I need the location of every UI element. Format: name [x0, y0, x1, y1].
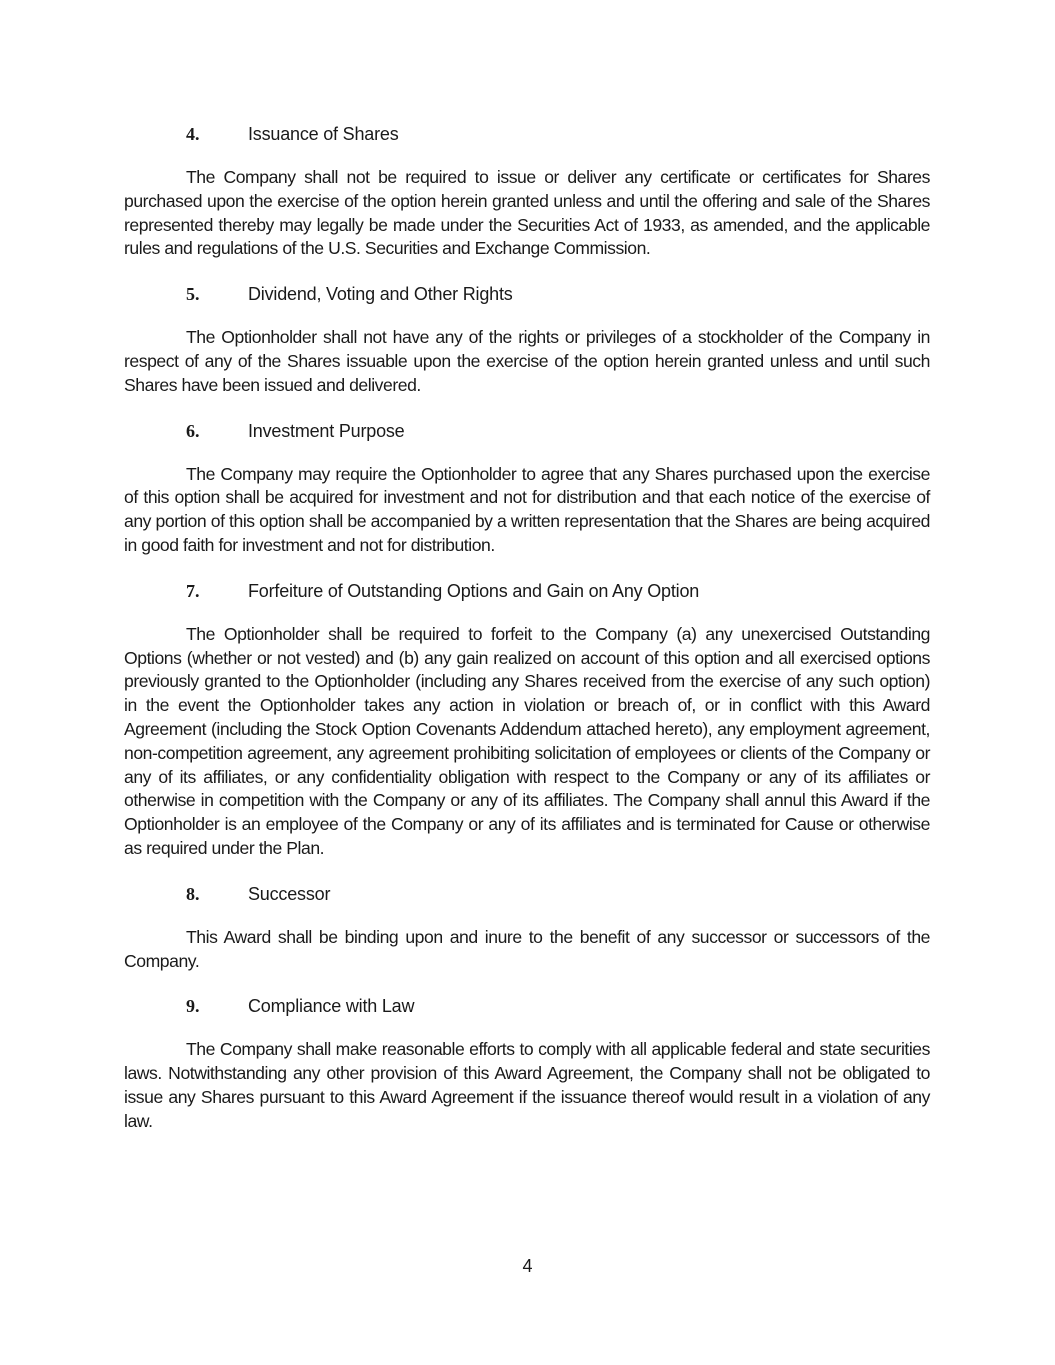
section-paragraph: This Award shall be binding upon and inure to the benefit of any successor or successors of the Company. [124, 926, 930, 971]
section-forfeiture [124, 579, 930, 861]
section-title: Issuance of Shares [248, 124, 399, 144]
section-successor [124, 882, 930, 974]
section-paragraph: The Company shall make reasonable efforts to comply with all applicable federal and state securities laws. Notwithstanding any other provision of this Award Agreement, the Company shall not be obligated to issue any Shares pursuant to this Award Agreement if the issuance thereof would result in a violation of any law. [124, 1039, 930, 1131]
section-paragraph: The Optionholder shall not have any of the rights or privileges of a stockholder of the Company in respect of any of the Shares issuable upon the exercise of the option herein granted unless and until such Shares have been issued and delivered. [124, 327, 930, 395]
section-title: Successor [248, 883, 331, 904]
section-paragraph: The Optionholder shall be required to forfeit to the Company (a) any unexercised Outstanding Options (whether or not vested) and (b) any gain realized on account of this option and all exercised options previously granted to the Optionholder (including any Shares received from the exercise of any such option) in the event the Optionholder takes any action in violation or breach of, or in conflict with this Award Agreement (including the Stock Option Covenants Addendum attached hereto), any employment agreement, non-competition agreement, any agreement prohibiting solicitation of employees or clients of the Company or any of its affiliates, or any confidentiality obligation with respect to the Company or any of its affiliates or otherwise in competition with the Company or any of its affiliates. The Company shall annul this Award if the Optionholder is an employee of the Company or any of its affiliates and is terminated for Cause or otherwise as required under the Plan. [124, 623, 930, 858]
section-heading [124, 282, 930, 306]
section-issuance-of-shares [124, 122, 930, 261]
section-heading [124, 579, 930, 603]
page-number: 4 [522, 1256, 533, 1276]
section-heading [124, 122, 930, 146]
section-dividend-voting-rights [124, 282, 930, 397]
section-heading [124, 882, 930, 906]
section-paragraph: The Company shall not be required to issue or deliver any certificate or certificates for Shares purchased upon the exercise of the option herein granted unless and until the offering and sale of the Shares represented thereby may legally be made under the Securities Act of 1933, as amended, and the applicable rules and regulations of the U.S. Securities and Exchange Commission. [124, 167, 930, 259]
section-heading [124, 419, 930, 443]
section-title: Investment Purpose [248, 420, 405, 441]
section-investment-purpose [124, 419, 930, 558]
section-number: 4. [186, 124, 200, 144]
section-paragraph: The Company may require the Optionholder to agree that any Shares purchased upon the exercise of this option shall be acquired for investment and not for distribution and that each notice of the exercise of any portion of this option shall be accompanied by a written representation that the Shares are being acquired in good faith for investment and not for distribution. [124, 463, 930, 555]
section-title: Dividend, Voting and Other Rights [248, 284, 513, 305]
section-title: Forfeiture of Outstanding Options and Gain on Any Option [248, 580, 700, 601]
section-number: 7. [186, 580, 200, 601]
section-compliance-with-law [124, 994, 930, 1133]
section-number: 8. [186, 883, 200, 904]
section-title: Compliance with Law [248, 996, 415, 1017]
section-number: 9. [186, 996, 200, 1017]
section-number: 6. [186, 420, 200, 441]
section-number: 5. [186, 284, 200, 305]
document-body [124, 122, 930, 1155]
section-heading [124, 994, 930, 1018]
